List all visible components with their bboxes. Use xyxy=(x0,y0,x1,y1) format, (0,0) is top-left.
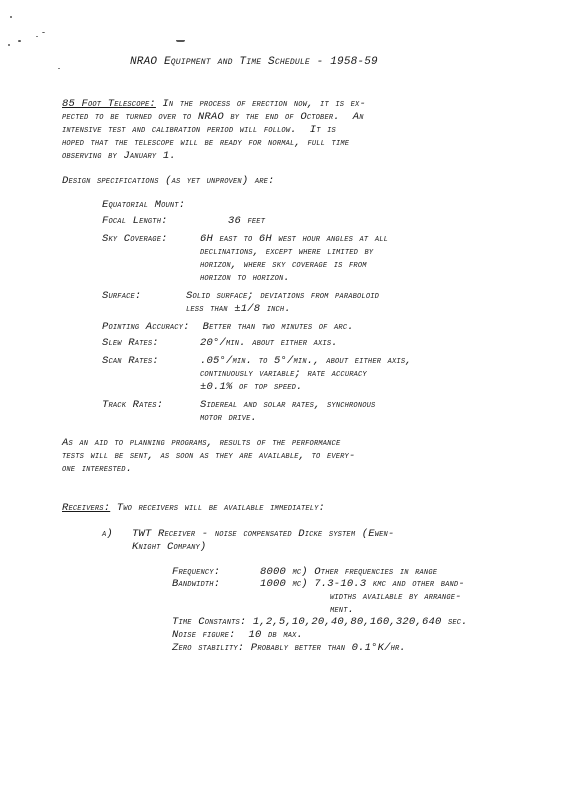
zero-stability: Zero stability: Probably better than 0.1°K/hr. xyxy=(172,642,406,654)
spec-mount: Equatorial Mount: xyxy=(102,199,186,211)
scan-speck xyxy=(176,40,185,42)
spec-scan-label: Scan Rates: xyxy=(102,355,159,367)
spec-sky-line-2: declinations, except where limited by xyxy=(200,246,374,258)
receivers-heading: Receivers: xyxy=(62,502,111,514)
intro-line-1 xyxy=(62,98,366,111)
spec-track-label: Track Rates: xyxy=(102,399,164,411)
spec-focal-value: 36 feet xyxy=(228,215,266,227)
scan-speck xyxy=(10,16,12,18)
spec-track-line-1: Sidereal and solar rates, synchronous xyxy=(200,399,376,411)
scan-speck xyxy=(42,32,45,33)
spec-surface-label: Surface: xyxy=(102,290,142,302)
noise-figure: Noise figure: 10 db max. xyxy=(172,629,304,641)
bandwidth-label: Bandwidth: xyxy=(172,578,221,590)
aid-line-3: one interested. xyxy=(62,463,133,475)
spec-sky-label: Sky Coverage: xyxy=(102,233,168,245)
receiver-a-line-2: Knight Company) xyxy=(132,541,207,553)
receiver-a-line-1: TWT Receiver - noise compensated Dicke system (Ewen- xyxy=(132,528,395,540)
aid-line-2: tests will be sent, as soon as they are available, to every- xyxy=(62,450,356,462)
receiver-a-marker: a) xyxy=(102,528,113,540)
receivers-line-text: Two receivers will be available immediately: xyxy=(110,502,326,514)
intro-line-1-text: In the process of erection now, it is ex- xyxy=(155,98,366,110)
spec-focal-label: Focal Length: xyxy=(102,215,168,227)
spec-surface-line-2: less than ±1/8 inch. xyxy=(186,303,291,315)
spec-sky-line-3: horizon, where sky coverage is from xyxy=(200,259,367,271)
design-heading: Design specifications (as yet unproven) are: xyxy=(62,175,275,187)
intro-line-5: observing by January 1. xyxy=(62,150,176,162)
page-title: NRAO Equipment and Time Schedule - 1958-59 xyxy=(130,56,378,68)
spec-scan-line-2: continuously variable; rate accuracy xyxy=(200,368,367,380)
spec-pointing: Pointing Accuracy: Better than two minutes of arc. xyxy=(102,321,354,333)
spec-scan-line-1: .05°/min. to 5°/min., about either axis, xyxy=(200,355,412,367)
spec-sky-line-4: horizon to horizon. xyxy=(200,272,290,284)
spec-sky-line-1: 6H east to 6H west hour angles at all xyxy=(200,233,389,245)
scan-speck xyxy=(18,40,21,42)
bandwidth-line-3: ment. xyxy=(330,604,355,616)
frequency-label: Frequency: xyxy=(172,566,221,578)
bandwidth-value: 1000 mc) 7.3-10.3 kmc and other band- xyxy=(260,578,465,590)
receivers-line xyxy=(62,502,325,515)
spec-slew-value: 20°/min. about either axis. xyxy=(200,337,338,349)
spec-scan-line-3: ±0.1% of top speed. xyxy=(200,381,303,393)
intro-line-3: intensive test and calibration period will follow. It is xyxy=(62,124,336,136)
spec-track-line-2: motor drive. xyxy=(200,412,258,424)
scan-speck xyxy=(8,44,10,46)
aid-line-1: As an aid to planning programs, results of the performance xyxy=(62,437,341,449)
frequency-value: 8000 mc) Other frequencies in range xyxy=(260,566,438,578)
telescope-heading: 85 Foot Telescope: xyxy=(62,98,156,110)
spec-slew-label: Slew Rates: xyxy=(102,337,159,349)
intro-line-4: hoped that the telescope will be ready for normal, full time xyxy=(62,137,350,149)
intro-line-2: pected to be turned over to NRAO by the end of October. An xyxy=(62,111,364,123)
time-constants: Time Constants: 1,2,5,10,20,40,80,160,320,640 sec. xyxy=(172,616,468,628)
spec-surface-line-1: Solid surface; deviations from paraboloid xyxy=(186,290,380,302)
scan-speck xyxy=(36,36,38,37)
bandwidth-line-2: widths available by arrange- xyxy=(330,591,462,603)
scan-speck xyxy=(58,68,60,69)
